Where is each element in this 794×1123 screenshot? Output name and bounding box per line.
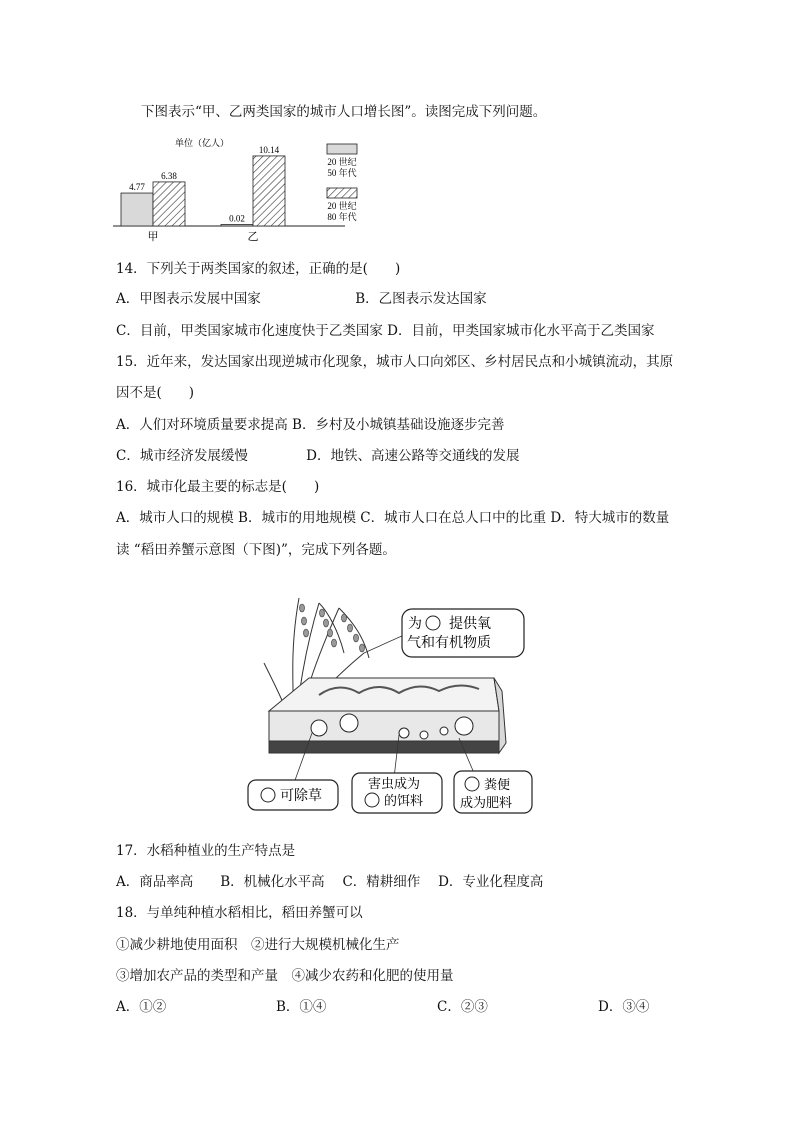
bubble-left-text: 可除草 <box>280 789 322 804</box>
bar-jia-series-1 <box>121 193 153 226</box>
rice-crab-svg <box>244 583 534 815</box>
legend-text: 50 年代 <box>327 168 357 178</box>
bubble-mid <box>352 773 442 813</box>
data-label: 0.02 <box>229 213 245 224</box>
legend-text: 20 世纪 <box>327 157 357 167</box>
bubble-right <box>454 771 532 813</box>
bubble-top-text-2: 提供氧 <box>449 617 491 632</box>
legend-text: 80 年代 <box>327 212 357 222</box>
data-label: 6.38 <box>161 170 177 181</box>
category-label: 乙 <box>247 231 259 243</box>
bubble-right-text-1: 粪便 <box>484 777 511 792</box>
q14-row2: C．目前，甲类国家城市化速度快于乙类国家 D．目前，甲类国家城市化水平高于乙类国家 <box>116 323 655 339</box>
q18-choice-c: C．②③ <box>437 999 488 1015</box>
crab-icon <box>261 788 275 802</box>
q16-stem: 16．城市化最主要的标志是( ) <box>116 479 320 495</box>
q18-stem: 18．与单纯种植水稻相比，稻田养蟹可以 <box>116 905 363 921</box>
crab-icon <box>426 616 440 630</box>
chart-svg <box>113 136 373 244</box>
category-label: 甲 <box>147 231 159 243</box>
paddy-field <box>269 678 506 753</box>
q15-stem-line1: 15．近年来，发达国家出现逆城市化现象，城市人口向郊区、乡村居民点和小城镇流动，其原 <box>116 354 674 370</box>
intro-text: 下图表示“甲、乙两类国家的城市人口增长图”。读图完成下列问题。 <box>141 104 547 120</box>
legend-swatch-2 <box>327 188 357 198</box>
q17-stem: 17．水稻种植业的生产特点是 <box>116 843 296 859</box>
q18-choice-d: D．③④ <box>598 999 650 1015</box>
bar-jia-series-2 <box>153 182 185 226</box>
bubble-right-text-2: 成为肥料 <box>460 795 513 810</box>
legend-swatch-1 <box>327 144 357 154</box>
bubble-mid-text-1: 害虫成为 <box>368 776 421 791</box>
q15-row1: A．人们对环境质量要求提高 B．乡村及小城镇基础设施逐步完善 <box>116 417 505 433</box>
read-instruction-2: 读 “稻田养蟹示意图（下图)”，完成下列各题。 <box>116 542 396 558</box>
q15-row2: C．城市经济发展缓慢 D．地铁、高速公路等交通线的发展 <box>116 448 520 464</box>
q14-row1: A．甲图表示发展中国家 B．乙图表示发达国家 <box>116 291 487 307</box>
q18-option-line1: ①减少耕地使用面积 ②进行大规模机械化生产 <box>116 937 400 953</box>
q18-choice-a: A．①② <box>116 999 167 1015</box>
data-label: 4.77 <box>129 182 145 193</box>
unit-label: 单位（亿人） <box>175 138 230 148</box>
legend-text: 20 世纪 <box>327 201 357 211</box>
bubble-left <box>248 780 338 810</box>
bubble-top <box>402 609 524 657</box>
q15-stem-line2: 因不是( ) <box>116 385 195 401</box>
bubble-top-text-1: 为 <box>408 617 422 632</box>
bubble-top-text-3: 气和有机物质 <box>407 636 491 651</box>
q18-option-line2: ③增加农产品的类型和产量 ④减少农药和化肥的使用量 <box>116 968 454 984</box>
q18-choice-b: B．①④ <box>276 999 327 1015</box>
data-label: 10.14 <box>258 144 280 155</box>
bar-yi-series-1 <box>221 225 253 227</box>
crab-icon <box>465 777 479 791</box>
rice-grains <box>300 604 365 652</box>
rice-crab-diagram <box>244 583 534 815</box>
q17-row1: A．商品率高 B．机械化水平高 C．精耕细作 D．专业化程度高 <box>116 874 544 890</box>
q16-row1: A．城市人口的规模 B．城市的用地规模 C．城市人口在总人口中的比重 D．特大城市的数量 <box>116 510 670 526</box>
bubble-mid-text-2: 的饵料 <box>384 793 424 808</box>
q14-stem: 14．下列关于两类国家的叙述，正确的是( ) <box>116 261 401 277</box>
population-bar-chart <box>113 136 373 244</box>
crab-icon <box>365 793 379 807</box>
bar-yi-series-2 <box>253 156 285 226</box>
